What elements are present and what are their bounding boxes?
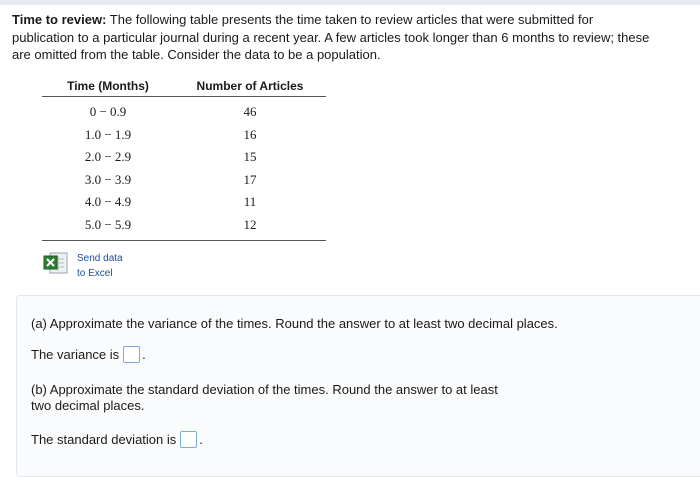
part-a-answer-label: The variance is: [31, 346, 120, 362]
part-a-answer-line: [31, 346, 146, 363]
cell-count: 11: [243, 194, 257, 210]
top-strip: [0, 0, 700, 5]
excel-line-2[interactable]: to Excel: [77, 268, 113, 279]
header-time: Time (Months): [42, 76, 174, 97]
cell-count: 46: [243, 104, 257, 120]
intro-line-3: are omitted from the table. Consider the data to be a population.: [12, 47, 381, 62]
part-b-answer-line: [31, 431, 203, 448]
period: .: [199, 431, 203, 447]
review-time-table: [42, 76, 326, 241]
send-to-excel-button[interactable]: [43, 251, 123, 281]
cell-time: 3.0 − 3.9: [84, 171, 132, 187]
table-row: [42, 124, 326, 147]
intro-label: Time to review:: [12, 12, 107, 27]
table-row: [42, 169, 326, 192]
cell-count: 15: [243, 149, 257, 165]
part-b-prompt-line-2: two decimal places.: [31, 398, 145, 413]
table-header-row: [42, 76, 326, 97]
variance-answer-input[interactable]: [123, 346, 140, 363]
table-row: [42, 191, 326, 214]
excel-line-1[interactable]: Send data: [77, 253, 123, 264]
part-a-prompt: (a) Approximate the variance of the times. Round the answer to at least two decimal places.: [31, 316, 558, 331]
cell-time: 0 − 0.9: [89, 104, 127, 120]
cell-time: 1.0 − 1.9: [84, 126, 132, 142]
question-panel: [16, 295, 700, 477]
send-to-excel-label[interactable]: [77, 251, 123, 281]
cell-time: 5.0 − 5.9: [42, 214, 174, 241]
table-row: [42, 146, 326, 169]
cell-count: 12: [174, 214, 326, 241]
problem-intro: [12, 11, 700, 64]
intro-line-1: [12, 11, 700, 29]
cell-time: 4.0 − 4.9: [84, 194, 132, 210]
excel-icon: [43, 251, 69, 275]
period: .: [142, 346, 146, 362]
table-row: [42, 214, 326, 241]
part-b-prompt: [31, 382, 498, 414]
intro-line-2: publication to a particular journal during a recent year. A few articles took longer than 6 months to review; these: [12, 29, 650, 45]
intro-text-1: The following table presents the time taken to review articles that were submitted for: [109, 12, 594, 27]
std-dev-answer-input[interactable]: [180, 431, 197, 448]
cell-count: 16: [243, 126, 257, 142]
header-count: Number of Articles: [174, 76, 326, 97]
part-b-answer-label: The standard deviation is: [31, 431, 177, 447]
table-row: [42, 97, 326, 124]
cell-time: 2.0 − 2.9: [84, 149, 132, 165]
part-b-prompt-line-1: (b) Approximate the standard deviation of the times. Round the answer to at least: [31, 382, 498, 397]
cell-count: 17: [243, 171, 257, 187]
